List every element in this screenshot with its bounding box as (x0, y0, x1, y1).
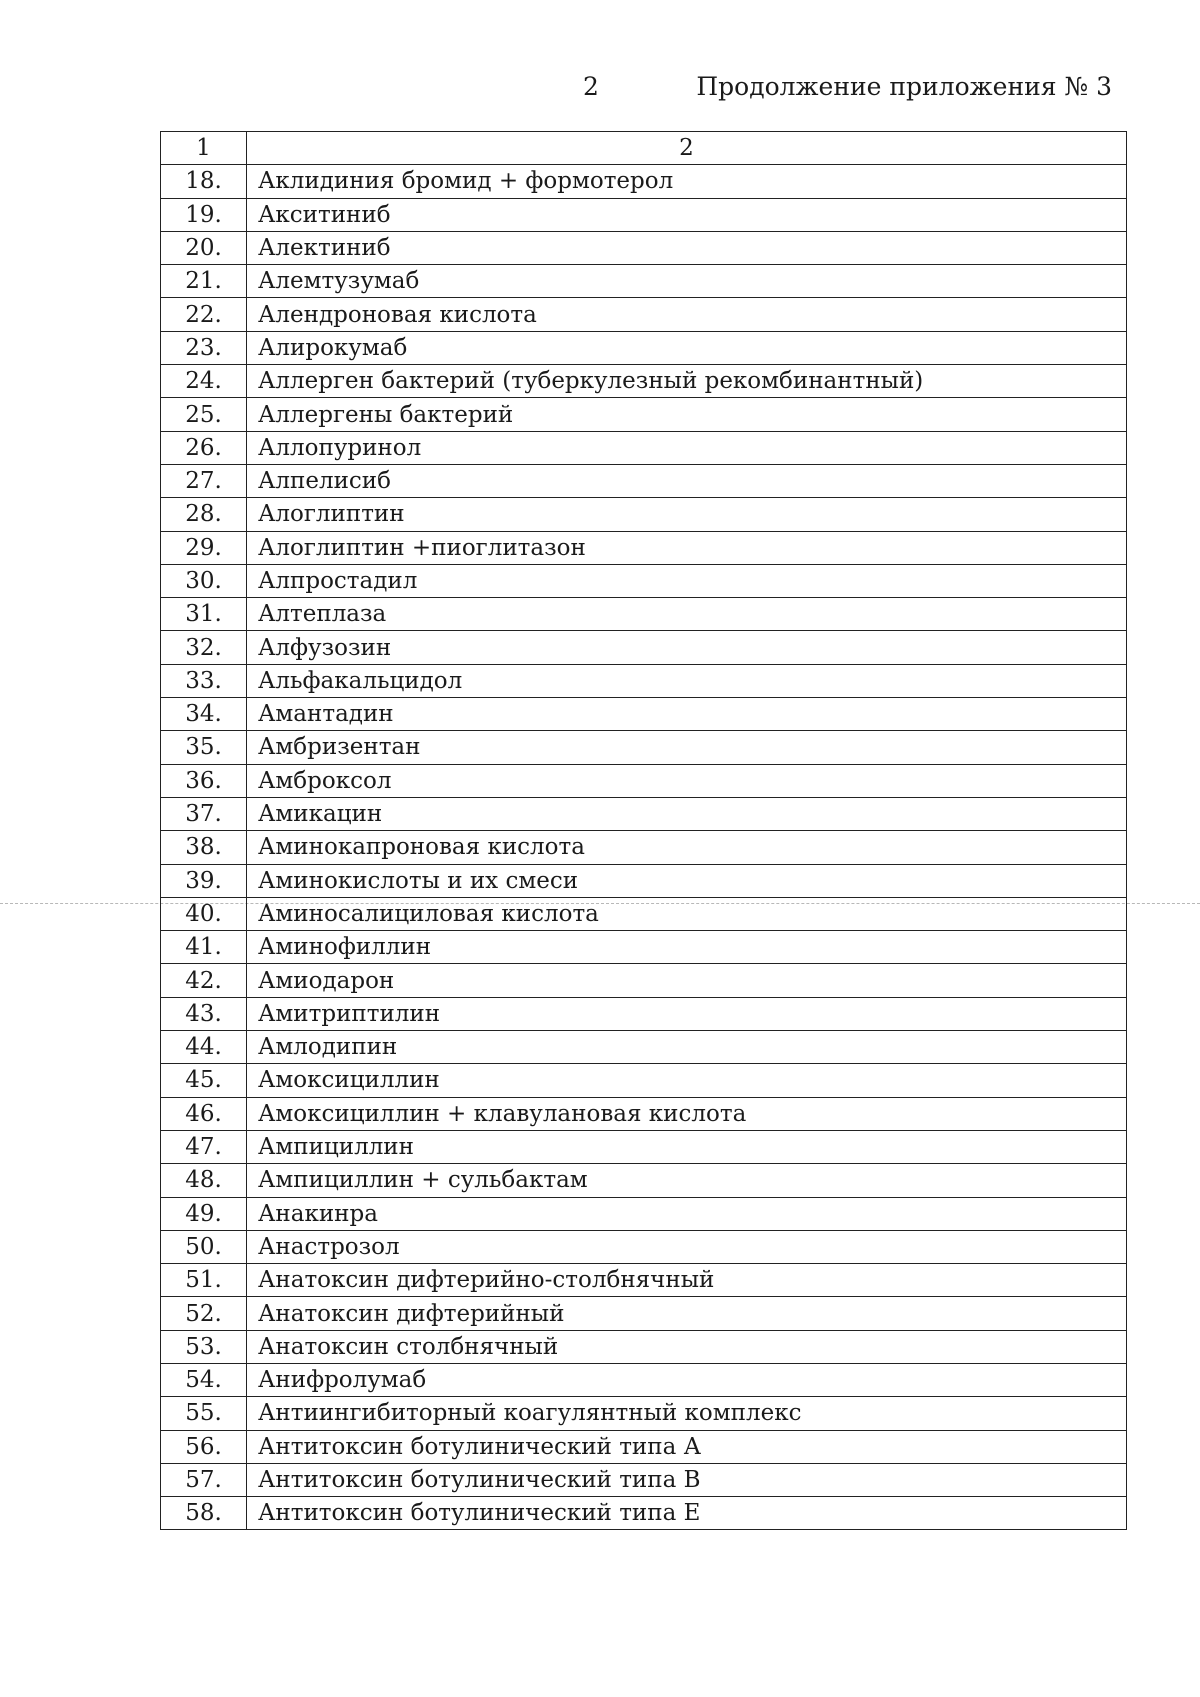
drug-name: Амлодипин (247, 1031, 1127, 1064)
drug-name: Амитриптилин (247, 997, 1127, 1030)
drug-name: Аклидиния бромид + формотерол (247, 165, 1127, 198)
table-row (161, 1463, 1127, 1496)
table-row (161, 464, 1127, 497)
table-row (161, 1430, 1127, 1463)
row-number: 58. (161, 1497, 247, 1530)
row-number: 32. (161, 631, 247, 664)
table-row (161, 797, 1127, 830)
appendix-caption: Продолжение приложения № 3 (696, 72, 1112, 101)
column-header-name: 2 (247, 132, 1127, 165)
table-row (161, 1130, 1127, 1163)
table-body (161, 132, 1127, 1530)
drug-name: Анатоксин столбнячный (247, 1330, 1127, 1363)
drug-name: Аминосалициловая кислота (247, 897, 1127, 930)
drug-name: Алирокумаб (247, 331, 1127, 364)
table-row (161, 864, 1127, 897)
drug-name: Алендроновая кислота (247, 298, 1127, 331)
drug-name: Аллопуринол (247, 431, 1127, 464)
drug-name: Алоглиптин (247, 498, 1127, 531)
drug-name: Аллерген бактерий (туберкулезный рекомбинантный) (247, 365, 1127, 398)
drug-name: Амоксициллин + клавулановая кислота (247, 1097, 1127, 1130)
row-number: 49. (161, 1197, 247, 1230)
row-number: 38. (161, 831, 247, 864)
row-number: 41. (161, 931, 247, 964)
drug-name: Антитоксин ботулинический типа В (247, 1463, 1127, 1496)
table-row (161, 964, 1127, 997)
row-number: 25. (161, 398, 247, 431)
table-row (161, 1097, 1127, 1130)
drug-name: Анастрозол (247, 1230, 1127, 1263)
row-number: 27. (161, 464, 247, 497)
row-number: 21. (161, 265, 247, 298)
drug-name: Алоглиптин +пиоглитазон (247, 531, 1127, 564)
table-row (161, 365, 1127, 398)
drug-name: Аминокапроновая кислота (247, 831, 1127, 864)
drug-name: Анакинра (247, 1197, 1127, 1230)
drug-name: Анатоксин дифтерийный (247, 1297, 1127, 1330)
table-row (161, 897, 1127, 930)
row-number: 50. (161, 1230, 247, 1263)
row-number: 51. (161, 1264, 247, 1297)
table-row (161, 1264, 1127, 1297)
row-number: 18. (161, 165, 247, 198)
table-row (161, 731, 1127, 764)
row-number: 52. (161, 1297, 247, 1330)
drug-name: Анифролумаб (247, 1363, 1127, 1396)
row-number: 35. (161, 731, 247, 764)
drug-name: Ампициллин + сульбактам (247, 1164, 1127, 1197)
table-row (161, 1230, 1127, 1263)
table-row (161, 165, 1127, 198)
drug-name: Анатоксин дифтерийно-столбнячный (247, 1264, 1127, 1297)
row-number: 28. (161, 498, 247, 531)
row-number: 37. (161, 797, 247, 830)
table-row (161, 931, 1127, 964)
row-number: 39. (161, 864, 247, 897)
table-row (161, 498, 1127, 531)
table-row (161, 1497, 1127, 1530)
table-row (161, 1363, 1127, 1396)
drug-name: Амиодарон (247, 964, 1127, 997)
table-row (161, 1297, 1127, 1330)
row-number: 30. (161, 564, 247, 597)
row-number: 40. (161, 897, 247, 930)
table-row (161, 231, 1127, 264)
row-number: 20. (161, 231, 247, 264)
table-row (161, 664, 1127, 697)
row-number: 43. (161, 997, 247, 1030)
row-number: 44. (161, 1031, 247, 1064)
table-row (161, 431, 1127, 464)
row-number: 23. (161, 331, 247, 364)
drug-name: Алектиниб (247, 231, 1127, 264)
row-number: 31. (161, 598, 247, 631)
row-number: 19. (161, 198, 247, 231)
row-number: 34. (161, 698, 247, 731)
drug-name: Антитоксин ботулинический типа Е (247, 1497, 1127, 1530)
drug-name: Амбризентан (247, 731, 1127, 764)
row-number: 22. (161, 298, 247, 331)
table-row (161, 198, 1127, 231)
drug-name: Амантадин (247, 698, 1127, 731)
table-row (161, 298, 1127, 331)
table-row (161, 265, 1127, 298)
table-row (161, 531, 1127, 564)
drug-name: Алфузозин (247, 631, 1127, 664)
drug-name: Алемтузумаб (247, 265, 1127, 298)
drug-name: Амоксициллин (247, 1064, 1127, 1097)
row-number: 24. (161, 365, 247, 398)
row-number: 46. (161, 1097, 247, 1130)
row-number: 33. (161, 664, 247, 697)
table-row (161, 1330, 1127, 1363)
table-row (161, 997, 1127, 1030)
table-row (161, 1064, 1127, 1097)
drug-name: Акситиниб (247, 198, 1127, 231)
drug-name: Аминокислоты и их смеси (247, 864, 1127, 897)
row-number: 42. (161, 964, 247, 997)
drug-name: Антиингибиторный коагулянтный комплекс (247, 1397, 1127, 1430)
table-row (161, 564, 1127, 597)
drug-name: Алтеплаза (247, 598, 1127, 631)
table-row (161, 1031, 1127, 1064)
drug-name: Амброксол (247, 764, 1127, 797)
table-row (161, 398, 1127, 431)
table-header-row (161, 132, 1127, 165)
drug-name: Ампициллин (247, 1130, 1127, 1163)
table-row (161, 698, 1127, 731)
drug-name: Альфакальцидол (247, 664, 1127, 697)
table-row (161, 764, 1127, 797)
column-header-number: 1 (161, 132, 247, 165)
table-row (161, 1164, 1127, 1197)
row-number: 48. (161, 1164, 247, 1197)
drug-list-table (160, 131, 1127, 1530)
drug-name: Аллергены бактерий (247, 398, 1127, 431)
table-row (161, 331, 1127, 364)
row-number: 45. (161, 1064, 247, 1097)
row-number: 36. (161, 764, 247, 797)
row-number: 54. (161, 1363, 247, 1396)
table-row (161, 831, 1127, 864)
page-number: 2 (583, 72, 599, 101)
table-row (161, 598, 1127, 631)
drug-name: Амикацин (247, 797, 1127, 830)
drug-name: Алпелисиб (247, 464, 1127, 497)
row-number: 29. (161, 531, 247, 564)
drug-name: Аминофиллин (247, 931, 1127, 964)
table-row (161, 631, 1127, 664)
drug-name: Антитоксин ботулинический типа А (247, 1430, 1127, 1463)
row-number: 26. (161, 431, 247, 464)
drug-name: Алпростадил (247, 564, 1127, 597)
table-row (161, 1397, 1127, 1430)
row-number: 57. (161, 1463, 247, 1496)
table-row (161, 1197, 1127, 1230)
row-number: 55. (161, 1397, 247, 1430)
row-number: 56. (161, 1430, 247, 1463)
row-number: 47. (161, 1130, 247, 1163)
row-number: 53. (161, 1330, 247, 1363)
